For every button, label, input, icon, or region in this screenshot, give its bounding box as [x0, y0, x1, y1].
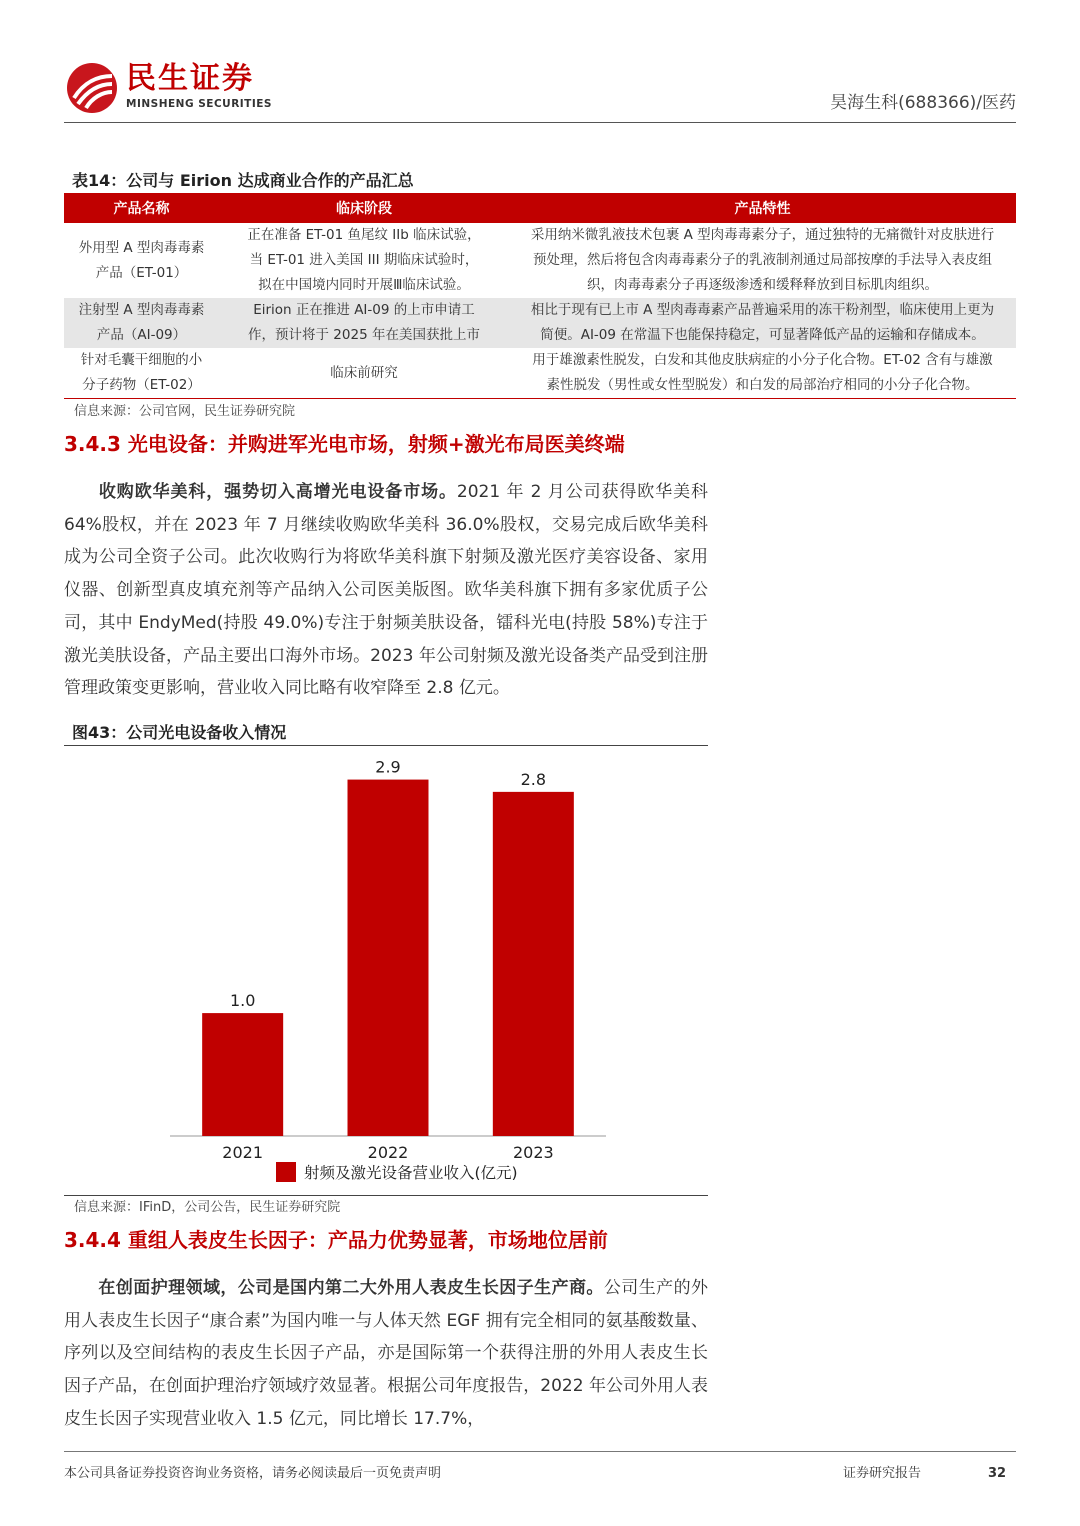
x-tick-label: 2023: [512, 1143, 554, 1162]
column-header: 产品名称: [64, 193, 219, 223]
data-label: 1.0: [229, 991, 256, 1011]
table-row: [64, 223, 1016, 298]
header-divider: [64, 122, 1016, 123]
product-features-cell: [509, 223, 1016, 298]
cell-line: 预处理，然后将包含肉毒毒素分子的乳液制剂通过局部按摩的手法导入表皮组: [533, 252, 992, 268]
clinical-stage-cell: [219, 298, 509, 348]
paragraph-lead: 收购欧华美科，强势切入高增光电设备市场。: [98, 482, 457, 502]
cell-line: 当 ET-01 进入美国 III 期临床试验时，: [249, 252, 479, 268]
cell-line: 采用纳米微乳液技术包裹 A 型肉毒毒素分子，通过独特的无痛微针对皮肤进行: [530, 227, 995, 243]
legend-swatch: [276, 1162, 296, 1182]
footer-disclaimer: 本公司具备证券投资咨询业务资格，请务必阅读最后一页免责声明: [64, 1466, 442, 1481]
cell-line: 外用型 A 型肉毒毒素: [78, 239, 205, 256]
cell-line: 针对毛囊干细胞的小: [80, 352, 203, 368]
footer-divider: [64, 1451, 1016, 1452]
section-paragraph: [64, 476, 708, 705]
cell-line: 作，预计将于 2025 年在美国获批上市: [248, 327, 480, 343]
brand-name-en: MINSHENG SECURITIES: [126, 98, 272, 110]
data-label: 2.9: [375, 757, 401, 777]
product-table: [64, 193, 1016, 399]
bar: [348, 780, 429, 1136]
paragraph-body: 公司生产的外用人表皮生长因子“康合素”为国内唯一与人体天然 EGF 拥有完全相同的氨基酸数量、序列以及空间结构的表皮生长因子产品，亦是国际第一个获得注册的外用人表皮生长因子产品，在创面护理治疗领域疗效显著。根据公司年度报告，2022 年公司外用人表皮生长因子实现营业收入 1.5 亿元，同比增长 17.7%，: [64, 1278, 709, 1429]
product-name-cell: [64, 298, 219, 348]
figure-bottom-rule: [64, 1195, 708, 1196]
page-number: 32: [988, 1466, 1007, 1481]
cell-line: 产品（ET-01）: [95, 264, 188, 281]
cell-line: 产品（AI-09）: [96, 327, 187, 343]
cell-line: 正在准备 ET-01 鱼尾纹 IIb 临床试验，: [247, 227, 481, 243]
clinical-stage-cell: 临床前研究: [219, 348, 509, 399]
figure-top-rule: [64, 745, 708, 746]
x-tick-label: 2021: [222, 1143, 264, 1162]
product-features-cell: [509, 298, 1016, 348]
product-name-cell: [64, 348, 219, 399]
column-header: 产品特性: [509, 193, 1016, 223]
cell-line: 相比于现有已上市 A 型肉毒毒素产品普遍采用的冻干粉剂型，临床使用上更为: [530, 302, 995, 318]
product-name-cell: [64, 223, 219, 298]
table-row: [64, 298, 1016, 348]
cell-line: 拟在中国境内同时开展Ⅲ临床试验。: [258, 277, 470, 293]
bar: [493, 792, 574, 1136]
cell-line: 分子药物（ET-02）: [82, 377, 201, 393]
cell-line: 用于雄激素性脱发，白发和其他皮肤病症的小分子化合物。ET-02 含有与雄激: [532, 352, 993, 368]
table-source-note: 信息来源：公司官网，民生证券研究院: [74, 404, 296, 419]
product-features-cell: [509, 348, 1016, 399]
revenue-bar-chart: [140, 755, 620, 1195]
data-label: 2.8: [520, 769, 547, 789]
table-header-row: [64, 193, 1016, 223]
table-title: 表14：公司与 Eirion 达成商业合作的产品汇总: [72, 171, 414, 190]
paragraph-body: 2021 年 2 月公司获得欧华美科 64%股权，并在 2023 年 7 月继续收购欧华美科 36.0%股权，交易完成后欧华美科成为公司全资子公司。此次收购行为将欧华美科旗下射频及激光医疗美容设备、家用仪器、创新型真皮填充剂等产品纳入公司医美版图。欧华美科旗下拥有多家优质子公司，其中 EndyMed(持股 49.0%)专注于射频美肤设备，镭科光电(持股 58%)专注于激光美肤设备，产品主要出口海外市场。2023 年公司射频及激光设备类产品受到注册管理政策变更影响，营业收入同比略有收窄降至 2.8 亿元。: [64, 482, 708, 699]
footer-doc-type: 证券研究报告: [843, 1466, 922, 1481]
bar: [202, 1013, 283, 1136]
cell-line: Eirion 正在推进 AI-09 的上市申请工: [253, 302, 475, 318]
section-heading: 3.4.4 重组人表皮生长因子：产品力优势显著，市场地位居前: [64, 1228, 608, 1252]
figure-title: 图43：公司光电设备收入情况: [72, 723, 287, 742]
section-heading: 3.4.3 光电设备：并购进军光电市场，射频+激光布局医美终端: [64, 432, 625, 456]
clinical-stage-cell: [219, 223, 509, 298]
x-tick-label: 2022: [367, 1143, 409, 1162]
brand-name-cn: 民生证券: [126, 61, 254, 96]
cell-line: 注射型 A 型肉毒毒素: [78, 302, 205, 318]
column-header: 临床阶段: [219, 193, 509, 223]
cell-line: 简便。AI-09 在常温下也能保持稳定，可显著降低产品的运输和存储成本。: [540, 327, 985, 343]
cell-line: 素性脱发（男性或女性型脱发）和白发的局部治疗相同的小分子化合物。: [546, 377, 979, 393]
report-tag: 昊海生科(688366)/医药: [830, 93, 1016, 113]
legend-label: 射频及激光设备营业收入(亿元): [304, 1164, 518, 1182]
figure-source-note: 信息来源：IFinD，公司公告，民生证券研究院: [74, 1200, 341, 1215]
table-row: [64, 348, 1016, 399]
cell-line: 织，肉毒毒素分子再逐级渗透和缓释释放到目标肌肉组织。: [587, 277, 938, 293]
paragraph-lead: 在创面护理领域，公司是国内第二大外用人表皮生长因子生产商。: [98, 1278, 604, 1298]
section-paragraph: [64, 1272, 708, 1436]
brand-logo-icon: [66, 62, 118, 114]
